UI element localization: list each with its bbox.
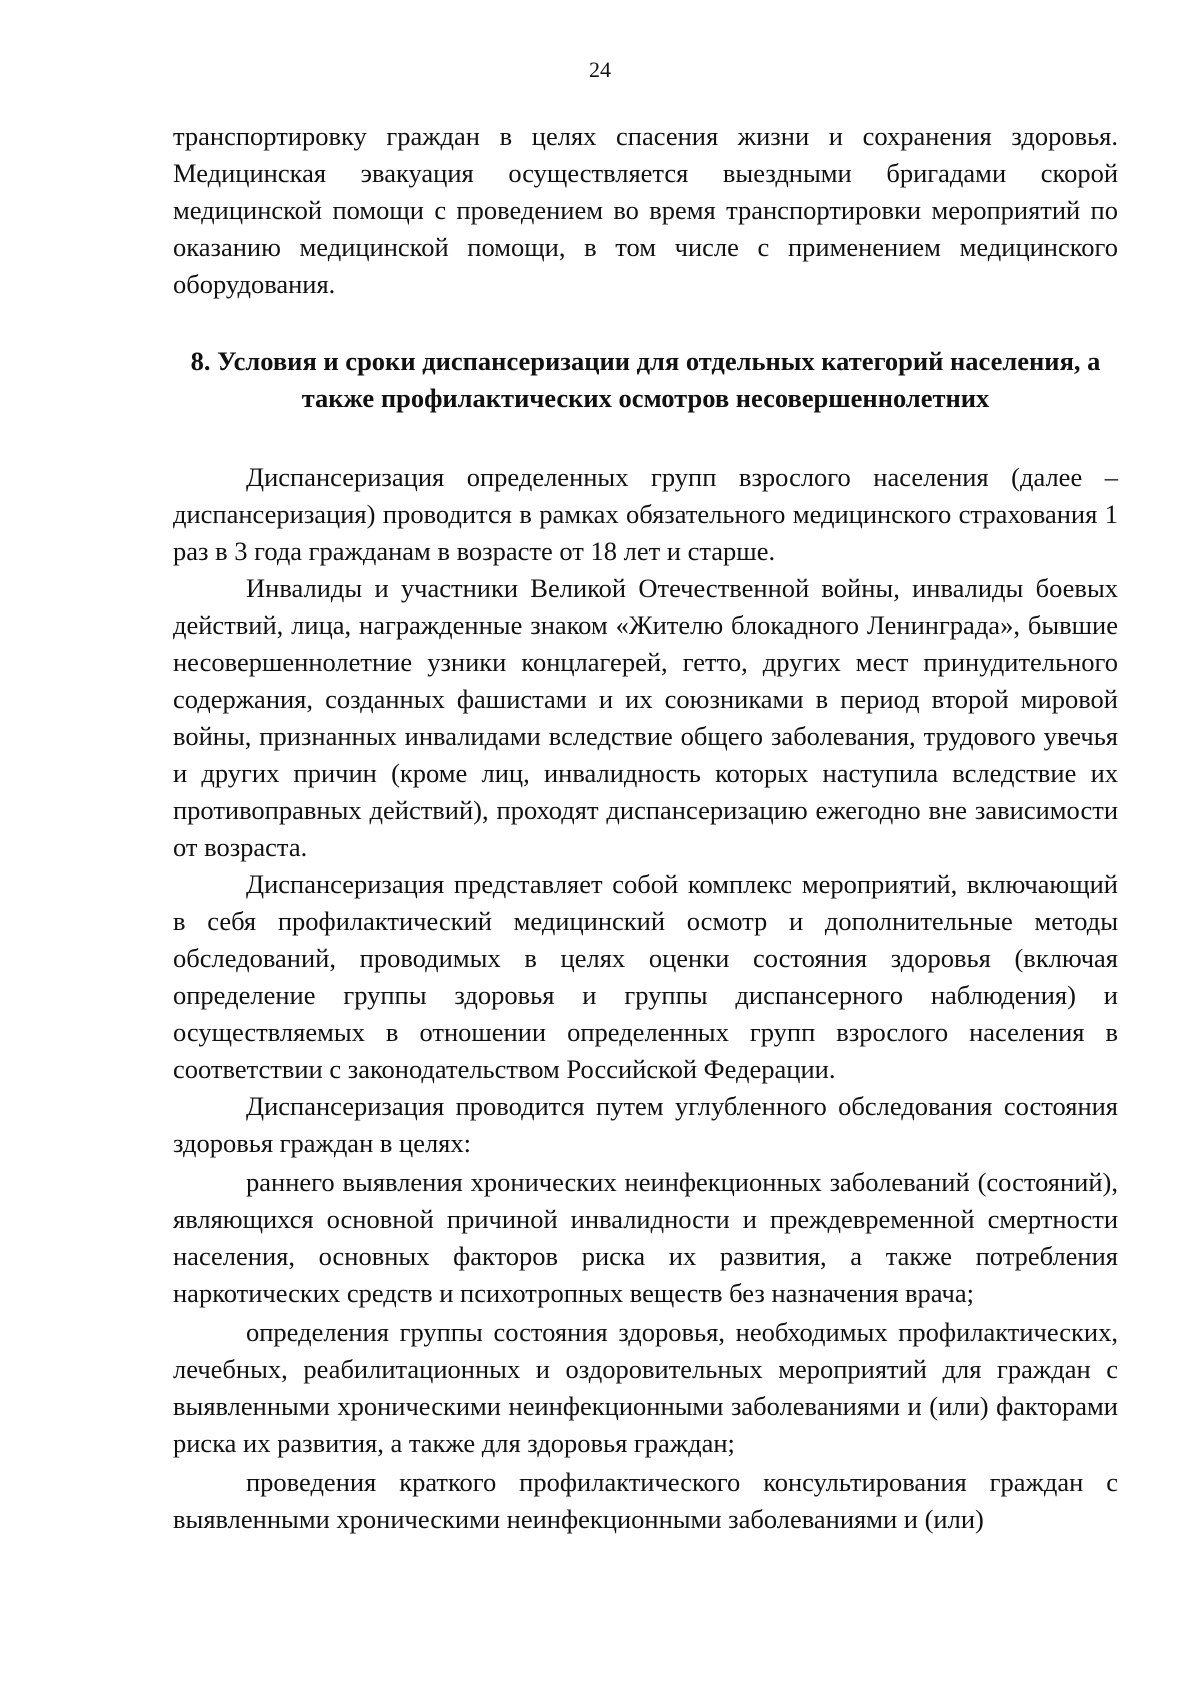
paragraph-purpose-intro: Диспансеризация проводится путем углубленного обследования состояния здоровья граждан в целях: [173, 1091, 1118, 1158]
paragraph-dispensary-frequency: Диспансеризация определенных групп взрослого населения (далее – диспансеризация) проводится в рамках обязательного медицинского страхования 1 раз в 3 года гражданам в возрасте от 18 лет и старше. [173, 462, 1118, 566]
paragraph-early-detection: раннего выявления хронических неинфекционных заболеваний (состояний), являющихся основной причиной инвалидности и преждевременной смертности населения, основных факторов риска их развития, а также потребления наркотических средств и психотропных веществ без назначения врача; [173, 1167, 1118, 1308]
intro-paragraph: транспортировку граждан в целях спасения жизни и сохранения здоровья. Медицинская эвакуация осуществляется выездными бригадами скорой медицинской помощи с проведением во время транспортировки мероприятий по оказанию медицинской помощи, в том числе с применением медицинского оборудования. [173, 121, 1118, 299]
page-number: 24 [589, 57, 611, 82]
paragraph-veterans: Инвалиды и участники Великой Отечественной войны, инвалиды боевых действий, лица, награжденные знаком «Жителю блокадного Ленинграда», бывшие несовершеннолетние узники концлагерей, гетто, других мест принудительного содержания, созданных фашистами и их союзниками в период второй мировой войны, признанных инвалидами вследствие общего заболевания, трудового увечья и других причин (кроме лиц, инвалидность которых наступила вследствие их противоправных действий), проходят диспансеризацию ежегодно вне зависимости от возраста. [173, 573, 1118, 862]
paragraph-health-group: определения группы состояния здоровья, необходимых профилактических, лечебных, реабилитационных и оздоровительных мероприятий для граждан с выявленными хроническими неинфекционными заболеваниями и (или) факторами риска их развития, а также для здоровья граждан; [173, 1317, 1118, 1458]
document-body [173, 118, 1118, 1538]
paragraph-consulting: проведения краткого профилактического консультирования граждан с выявленными хроническими неинфекционными заболеваниями и (или) [173, 1467, 1118, 1534]
paragraph-definition: Диспансеризация представляет собой комплекс мероприятий, включающий в себя профилактический медицинский осмотр и дополнительные методы обследований, проводимых в целях оценки состояния здоровья (включая определение группы здоровья и группы диспансерного наблюдения) и осуществляемых в отношении определенных групп взрослого населения в соответствии с законодательством Российской Федерации. [173, 869, 1118, 1084]
section-title: 8. Условия и сроки диспансеризации для отдельных категорий населения, а также профилактических осмотров несовершеннолетних [190, 346, 1101, 413]
